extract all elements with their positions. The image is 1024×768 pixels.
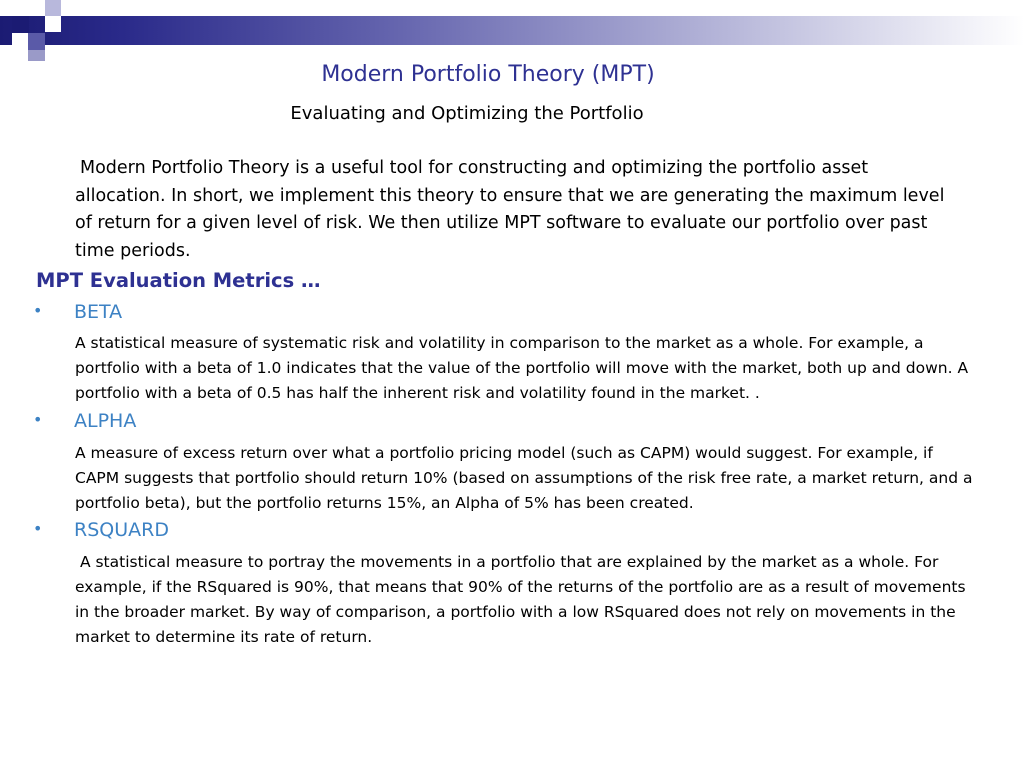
header-square-light — [0, 0, 12, 16]
metric-name: BETA — [74, 301, 123, 323]
metric-description-beta: A statistical measure of systematic risk and volatility in comparison to the market as a whole. For example, a portfolio with a beta of 1.0 indicates that the value of the portfolio will move with the market, both up and down. A portfolio with a beta of 0.5 has half the inherent risk and volatility found in the market. . — [75, 334, 969, 402]
metric-description-alpha: A measure of excess return over what a portfolio pricing model (such as CAPM) would suggest. For example, if CAPM suggests that portfolio should return 10% (based on assumptions of the risk free rate, a market return, and a portfolio beta), but the portfolio returns 15%, an Alpha of 5% has been created. — [75, 444, 973, 512]
header-square-navy — [12, 16, 29, 33]
metrics-heading: MPT Evaluation Metrics … — [36, 269, 321, 292]
intro-paragraph: Modern Portfolio Theory is a useful tool for constructing and optimizing the portfolio asset allocation. In short, we implement this theory to ensure that we are generating the maximum level of return for a given level of risk. We then utilize MPT software to evaluate our portfolio over past time periods. — [75, 158, 945, 261]
metric-name: RSQUARD — [74, 519, 169, 541]
metric-name: ALPHA — [74, 410, 137, 432]
bullet-icon: • — [33, 410, 43, 429]
slide-subtitle: Evaluating and Optimizing the Portfolio — [290, 103, 644, 124]
header-square-white — [45, 16, 61, 32]
slide-title: Modern Portfolio Theory (MPT) — [321, 62, 655, 87]
header-square-lavender — [45, 0, 61, 16]
bullet-icon: • — [33, 519, 43, 538]
metric-description-rsquard: A statistical measure to portray the movements in a portfolio that are explained by the market as a whole. For example, if the RSquared is 90%, that means that 90% of the returns of the portfolio are as a result of movements in the broader market. By way of comparison, a portfolio with a low RSquared does not rely on movements in the market to determine its rate of return. — [75, 553, 971, 646]
header-gradient-bar — [0, 16, 1024, 45]
header-square-small — [28, 50, 45, 61]
header-square-pale — [12, 33, 28, 50]
header-square-blue — [28, 33, 45, 50]
bullet-icon: • — [33, 301, 43, 320]
